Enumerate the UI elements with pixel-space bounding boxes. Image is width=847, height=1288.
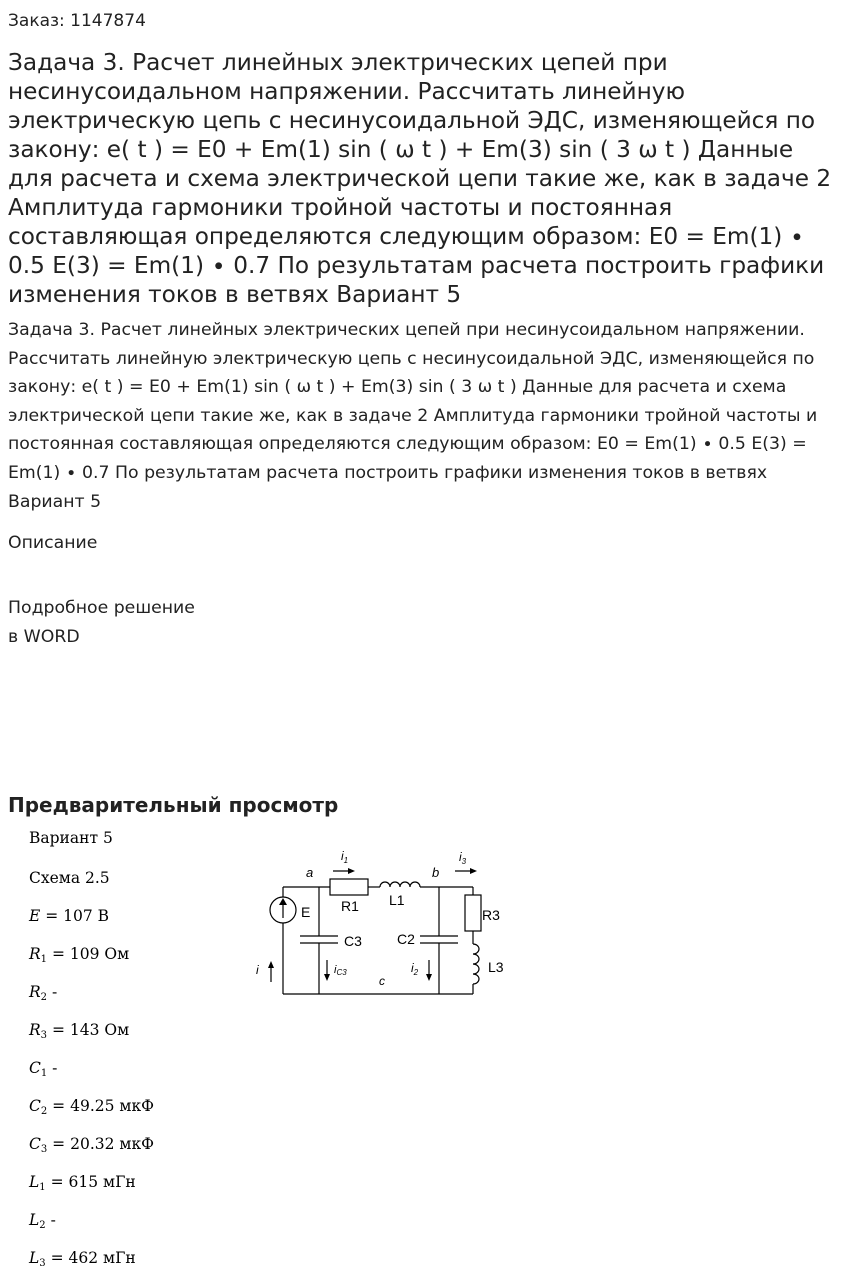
- parameter-value: -: [45, 1211, 56, 1229]
- solution-format: [8, 594, 195, 652]
- parameter-subscript: 1: [40, 1068, 48, 1079]
- parameter-row: [29, 982, 57, 1008]
- i1-label: $i_1$: [341, 849, 349, 865]
- preview-heading: Предварительный просмотр: [8, 793, 339, 817]
- node-a-label: a: [306, 865, 314, 880]
- circuit-diagram: [252, 842, 522, 1002]
- parameter-symbol: C: [29, 1135, 41, 1153]
- i3-label: $i_3$: [459, 850, 467, 866]
- r1-resistor: [330, 879, 368, 895]
- description-heading: Описание: [8, 533, 98, 553]
- parameter-row: [29, 1058, 57, 1084]
- parameter-row: [29, 1172, 136, 1198]
- parameter-symbol: R: [29, 983, 41, 1001]
- l1-label: L1: [389, 892, 405, 908]
- i-label: i: [256, 963, 259, 977]
- preview-scheme: Схема 2.5: [29, 869, 110, 887]
- parameter-subscript: 2: [40, 992, 48, 1003]
- parameter-row: [29, 1134, 154, 1160]
- parameter-symbol: C: [29, 1059, 41, 1077]
- parameter-value: -: [47, 983, 58, 1001]
- r1-label: R1: [341, 898, 359, 914]
- l1-inductor: [380, 882, 420, 887]
- parameter-value: = 615 мГн: [45, 1173, 136, 1191]
- parameter-row: [29, 1096, 154, 1122]
- order-number: Заказ: 1147874: [8, 11, 146, 31]
- node-c-label: c: [379, 974, 385, 988]
- node-b-label: b: [432, 865, 440, 880]
- page-title: Задача 3. Расчет линейных электрических цепей при несинусоидальном напряжении. Рассчитать линейную электрическую цепь с несинусоидальной ЭДС, изменяющейся по закону: e( t ) = E0 + Em(1) sin ( ω t ) + Em(3) sin ( 3 ω t ) Данные для расчета и схема электрической цепи такие же, как в задаче 2 Амплитуда гармоники тройной частоты и постоянная составляющая определяются следующим образом: E0 = Em(1) ∙ 0.5 E(3) = Em(1) ∙ 0.7 По результатам расчета построить графики изменения токов в ветвях Вариант 5: [8, 49, 832, 308]
- solution-format-line1: Подробное решение: [8, 598, 195, 618]
- parameter-symbol: L: [29, 1211, 40, 1229]
- parameter-value: = 462 мГн: [45, 1249, 136, 1267]
- parameter-row: [29, 1210, 56, 1236]
- l3-label: L3: [488, 959, 504, 975]
- i2-label: $i_2$: [411, 961, 419, 977]
- parameter-value: = 107 В: [40, 907, 110, 925]
- parameter-subscript: 3: [40, 1030, 48, 1041]
- parameter-row: [29, 1020, 129, 1046]
- parameter-row: [29, 944, 129, 970]
- preview-variant: Вариант 5: [29, 829, 113, 847]
- parameter-value: = 143 Ом: [47, 1021, 130, 1039]
- parameter-symbol: R: [29, 1021, 41, 1039]
- parameter-symbol: L: [29, 1173, 40, 1191]
- parameter-symbol: E: [29, 907, 41, 925]
- task-description: Задача 3. Расчет линейных электрических цепей при несинусоидальном напряжении. Рассчитать линейную электрическую цепь с несинусоидальной ЭДС, изменяющейся по закону: e( t ) = E0 + Em(1) sin ( ω t ) + Em(3) sin ( 3 ω t ) Данные для расчета и схема электрической цепи такие же, как в задаче 2 Амплитуда гармоники тройной частоты и постоянная составляющая определяются следующим образом: E0 = Em(1) ∙ 0.5 E(3) = Em(1) ∙ 0.7 По результатам расчета построить графики изменения токов в ветвях Вариант 5: [8, 320, 818, 512]
- r3-label: R3: [482, 907, 500, 923]
- ic3-label: iC3: [334, 964, 347, 977]
- c3-label: C3: [344, 933, 362, 949]
- parameter-row: [29, 906, 109, 926]
- parameter-symbol: R: [29, 945, 41, 963]
- parameter-subscript: 3: [40, 1144, 48, 1155]
- parameter-subscript: 1: [39, 1182, 46, 1193]
- parameter-value: = 49.25 мкФ: [47, 1097, 155, 1115]
- c2-label: C2: [397, 931, 415, 947]
- parameter-subscript: 1: [40, 954, 48, 965]
- parameter-symbol: C: [29, 1097, 41, 1115]
- parameter-subscript: 2: [39, 1220, 46, 1231]
- parameter-subscript: 2: [40, 1106, 48, 1117]
- parameter-symbol: L: [29, 1249, 40, 1267]
- parameter-subscript: 3: [39, 1258, 46, 1269]
- parameter-value: = 20.32 мкФ: [47, 1135, 155, 1153]
- solution-format-line2: в WORD: [8, 627, 80, 647]
- parameter-value: = 109 Ом: [47, 945, 130, 963]
- parameter-row: [29, 1248, 136, 1274]
- e-label: E: [301, 904, 311, 920]
- r3-resistor: [465, 895, 481, 931]
- l3-inductor: [473, 944, 479, 984]
- parameter-value: -: [47, 1059, 58, 1077]
